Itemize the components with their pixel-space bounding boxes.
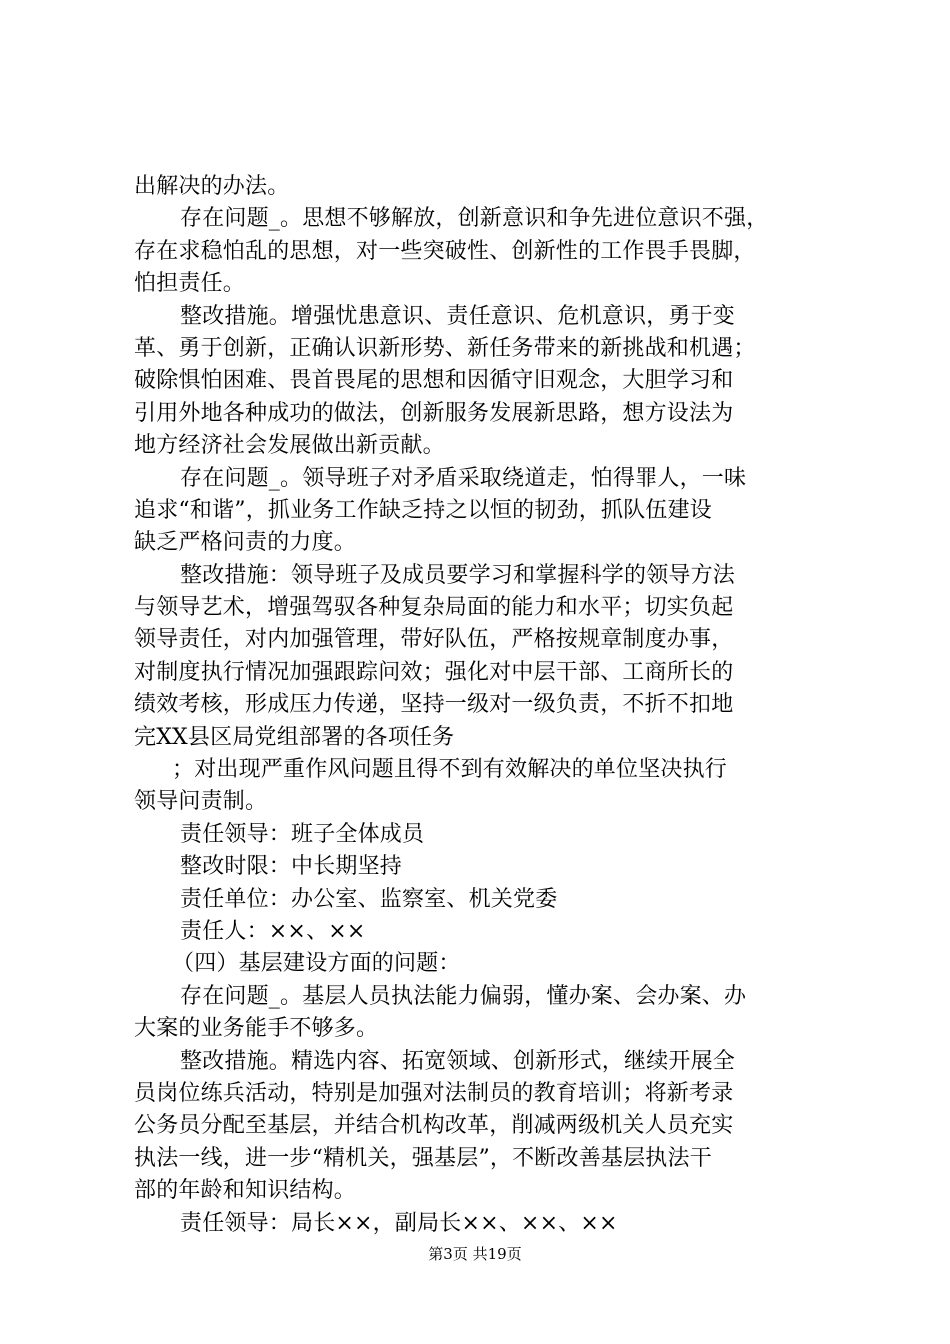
text-line: 责任领导：局长××，副局长××、××、×× (180, 1210, 618, 1236)
text-line: 员岗位练兵活动，特别是加强对法制员的教育培训；将新考录 (134, 1080, 734, 1106)
section-heading: （四）基层建设方面的问题： (172, 951, 461, 977)
text-line: 大案的业务能手不够多。 (134, 1016, 379, 1042)
text-line: 追求“和谐”，抓业务工作缺乏持之以恒的韧劲，抓队伍建设 (134, 497, 712, 523)
text-line: 存在问题_。思想不够解放，创新意识和争先进位意识不强， (180, 206, 769, 232)
text-line: 存在求稳怕乱的思想，对一些突破性、创新性的工作畏手畏脚， (134, 238, 756, 264)
text-line: 责任单位：办公室、监察室、机关党委 (180, 886, 558, 912)
text-line: 绩效考核，形成压力传递，坚持一级对一级负责，不折不扣地 (134, 692, 734, 718)
text-line: 领导问责制。 (134, 789, 268, 815)
text-line: 部的年龄和知识结构。 (134, 1178, 357, 1204)
text-line: 破除惧怕困难、畏首畏尾的思想和因循守旧观念，大胆学习和 (134, 368, 734, 394)
text-line: 责任领导：班子全体成员 (180, 821, 425, 847)
text-line: 引用外地各种成功的做法，创新服务发展新思路，想方设法为 (134, 400, 734, 426)
text-line: 出解决的办法。 (134, 174, 290, 199)
text-line: 公务员分配至基层，并结合机构改革，削减两级机关人员充实 (134, 1113, 734, 1139)
text-line: 对制度执行情况加强跟踪问效；强化对中层干部、工商所长的 (134, 659, 734, 685)
text-line: 整改措施：领导班子及成员要学习和掌握科学的领导方法 (180, 562, 736, 588)
page-number-footer: 第3页 共19页 (428, 1245, 522, 1263)
text-line: 缺乏严格问责的力度。 (134, 530, 357, 556)
text-line: 存在问题_。领导班子对矛盾采取绕道走，怕得罪人，一味 (180, 465, 747, 491)
text-line: 怕担责任。 (134, 271, 246, 297)
text-line: 整改时限：中长期坚持 (180, 854, 403, 880)
text-line: 执法一线，进一步“精机关，强基层”，不断改善基层执法干 (134, 1145, 712, 1171)
text-line: 地方经济社会发展做出新贡献。 (134, 433, 445, 459)
text-line: 革、勇于创新，正确认识新形势、新任务带来的新挑战和机遇； (134, 335, 756, 361)
text-line: 与领导艺术，增强驾驭各种复杂局面的能力和水平；切实负起 (134, 595, 734, 621)
text-line: ；对出现严重作风问题且得不到有效解决的单位坚决执行 (172, 757, 728, 783)
document-body (134, 171, 834, 1240)
text-line: 完XX县区局党组部署的各项任务 (134, 724, 455, 750)
text-line: 责任人：××、×× (180, 918, 366, 944)
text-line: 领导责任，对内加强管理，带好队伍，严格按规章制度办事， (134, 627, 734, 653)
text-line: 整改措施。精选内容、拓宽领域、创新形式，继续开展全 (180, 1048, 736, 1074)
text-line: 整改措施。增强忧患意识、责任意识、危机意识，勇于变 (180, 303, 736, 329)
text-line: 存在问题_。基层人员执法能力偏弱，懂办案、会办案、办 (180, 983, 747, 1009)
